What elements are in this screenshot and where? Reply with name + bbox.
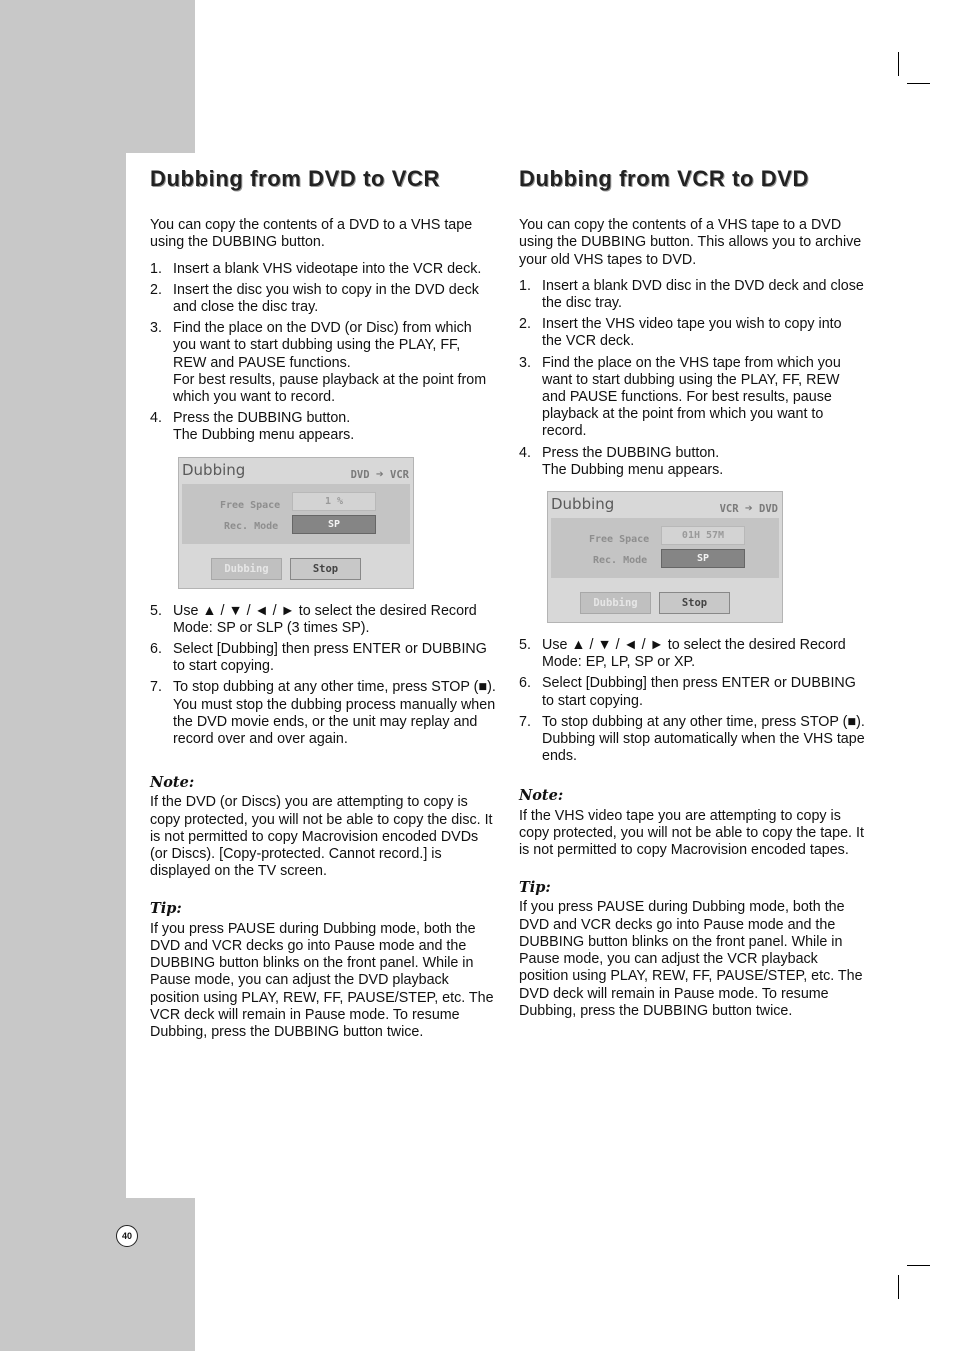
menu-title: Dubbing: [551, 495, 615, 514]
rec-mode-select[interactable]: SP: [292, 515, 376, 534]
list-item: 6. Select [Dubbing] then press ENTER or DUBBING to start copying.: [519, 675, 856, 709]
page-number: 40: [116, 1225, 138, 1247]
right-column: [519, 166, 865, 1020]
right-intro: You can copy the contents of a VHS tape to a DVD using the DUBBING button. This allows you to archive your old VHS tapes to DVD.: [519, 217, 862, 268]
menu-title: Dubbing: [182, 460, 246, 479]
list-item: 3. Find the place on the VHS tape from which you want to start dubbing using the PLAY, FF, REW and PAUSE functions. For best results, pause playback at the point from which you want to record.: [519, 354, 841, 440]
stop-button[interactable]: Stop: [290, 558, 361, 580]
right-note-text: If the VHS video tape you are attempting to copy is copy protected, you will not be able to copy the tape. It is not permitted to copy Macrovision encoded tapes.: [519, 807, 864, 859]
left-tip-text: If you press PAUSE during Dubbing mode, both the DVD and VCR decks go into Pause mode and the DUBBING button blinks on the front panel. While in Pause mode, you can adjust the DVD playback position using PLAY, REW, FF, PAUSE/STEP, etc. The VCR deck will remain in Pause mode. To resume Dubbing, press the DUBBING button twice.: [150, 920, 494, 1040]
list-item: 5. Use ▲ / ▼ / ◄ / ► to select the desired Record Mode: SP or SLP (3 times SP).: [150, 602, 477, 636]
left-steps-second: [150, 603, 496, 749]
free-space-label: Free Space: [589, 534, 650, 546]
sidebar-band-top: [0, 0, 195, 153]
rec-mode-label: Rec. Mode: [593, 555, 648, 567]
right-steps-second: [519, 637, 865, 765]
right-note-heading: Note:: [519, 787, 564, 805]
list-item: 2. Insert the disc you wish to copy in the DVD deck and close the disc tray.: [150, 281, 479, 316]
list-item: 2. Insert the VHS video tape you wish to copy into the VCR deck.: [519, 316, 842, 350]
menu-settings-panel: [182, 484, 410, 544]
crop-mark-top-vertical: [898, 52, 899, 76]
list-item: 1. Insert a blank DVD disc in the DVD deck and close the disc tray.: [519, 277, 864, 312]
stop-button[interactable]: Stop: [659, 592, 730, 614]
dubbing-button[interactable]: Dubbing: [580, 592, 651, 614]
crop-mark-bottom-vertical: [898, 1275, 899, 1299]
menu-settings-panel: [551, 518, 779, 578]
dubbing-button[interactable]: Dubbing: [211, 558, 282, 580]
free-space-value: 1 %: [292, 492, 376, 511]
crop-mark-bottom-horizontal: [907, 1265, 930, 1266]
list-item: 7. To stop dubbing at any other time, press STOP (■). You must stop the dubbing process manually when the DVD movie ends, or the unit may replay and record over and over again.: [150, 679, 496, 748]
rec-mode-select[interactable]: SP: [661, 549, 745, 568]
left-steps-first: [150, 261, 496, 445]
list-item: 3. Find the place on the DVD (or Disc) from which you want to start dubbing using the PLAY, FF, REW and PAUSE functions. For best results, pause playback at the point from which you want to record.: [150, 320, 487, 406]
menu-direction: DVD ➔ VCR: [350, 466, 409, 482]
right-steps-first: [519, 278, 865, 479]
right-tip-text: If you press PAUSE during Dubbing mode, both the DVD and VCR decks go into Pause mode and the DUBBING button blinks on the front panel. While in Pause mode, you can adjust the VCR playback position using PLAY, REW, FF, PAUSE/STEP, etc. The DVD deck will remain in Pause mode. To resume Dubbing, press the DUBBING button twice.: [519, 899, 863, 1019]
list-item: 7. To stop dubbing at any other time, press STOP (■). Dubbing will stop automatically when the VHS tape ends.: [519, 713, 865, 765]
right-tip-heading: Tip:: [519, 879, 551, 897]
left-intro: You can copy the contents of a DVD to a VHS tape using the DUBBING button.: [150, 217, 473, 251]
list-item: 5. Use ▲ / ▼ / ◄ / ► to select the desired Record Mode: EP, LP, SP or XP.: [519, 637, 846, 671]
dubbing-menu-vcr-to-dvd: [547, 491, 783, 623]
list-item: 6. Select [Dubbing] then press ENTER or DUBBING to start copying.: [150, 641, 487, 675]
rec-mode-label: Rec. Mode: [224, 520, 279, 532]
sidebar-band-bottom: [0, 1198, 195, 1351]
arrow-right-icon: ➔: [375, 466, 384, 482]
left-note-text: If the DVD (or Discs) you are attempting to copy is copy protected, you will not be able to copy the disc. It is not permitted to copy Macrovision encoded DVDs (or Discs). [Copy-protected. Cannot record.] is displayed on the TV screen.: [150, 794, 493, 880]
list-item: 4. Press the DUBBING button. The Dubbing menu appears.: [150, 410, 355, 444]
menu-direction: VCR ➔ DVD: [719, 501, 778, 517]
left-tip-heading: Tip:: [150, 900, 182, 918]
list-item: 1. Insert a blank VHS videotape into the VCR deck.: [150, 260, 482, 277]
left-note-heading: Note:: [150, 774, 195, 792]
free-space-value: 01H 57M: [661, 526, 745, 545]
free-space-label: Free Space: [220, 499, 281, 511]
sidebar-band-middle: [0, 153, 126, 1198]
crop-mark-top-horizontal: [907, 83, 930, 84]
left-heading: Dubbing from DVD to VCR: [150, 166, 440, 191]
right-heading: Dubbing from VCR to DVD: [519, 166, 809, 191]
left-column: [150, 166, 496, 1041]
dubbing-menu-dvd-to-vcr: [178, 457, 414, 589]
arrow-right-icon: ➔: [744, 501, 753, 517]
list-item: 4. Press the DUBBING button. The Dubbing menu appears.: [519, 444, 724, 478]
